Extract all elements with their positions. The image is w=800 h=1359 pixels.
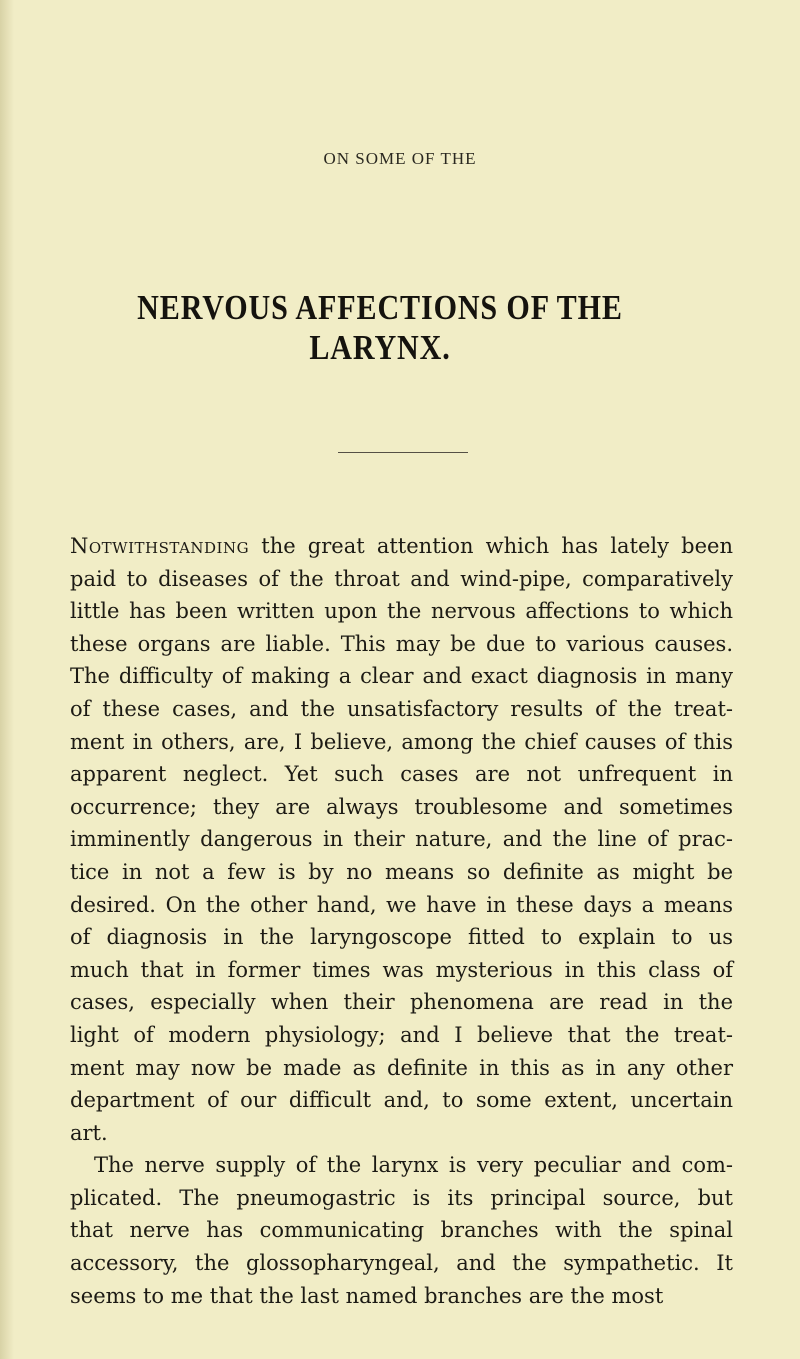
line-text: paid to diseases of the throat and wind-pipe, comparatively <box>70 566 733 591</box>
text-line <box>70 986 733 1019</box>
line-text: imminently dangerous in their nature, and the line of prac- <box>70 827 733 852</box>
line-text: ment in others, are, I believe, among the chief causes of this <box>70 729 733 754</box>
line-text: tice in not a few is by no means so definite as might be <box>70 859 733 884</box>
line-text: much that in former times was mysterious in this class of <box>70 957 733 982</box>
text-line <box>70 628 733 661</box>
line-text: art. <box>70 1120 108 1145</box>
line-text: ment may now be made as definite in this as in any other <box>70 1055 733 1080</box>
text-line <box>70 823 733 856</box>
line-text: light of modern physiology; and I believe that the treat- <box>70 1022 733 1047</box>
text-line <box>70 1149 733 1182</box>
line-text: the great attention which has lately been <box>249 534 733 558</box>
section-kicker: ON SOME OF THE <box>323 149 477 168</box>
text-line <box>70 595 733 628</box>
text-line <box>70 1019 733 1052</box>
line-text: little has been written upon the nervous affections to which <box>70 599 733 624</box>
text-line <box>70 530 733 563</box>
text-line <box>70 889 733 922</box>
text-line <box>70 1280 733 1313</box>
text-line <box>70 693 733 726</box>
line-text: of these cases, and the unsatisfactory results of the treat- <box>70 696 733 721</box>
line-text: cases, especially when their phenomena are read in the <box>70 990 733 1015</box>
line-text: seems to me that the last named branches are the most <box>70 1283 664 1308</box>
line-text: desired. On the other hand, we have in these days a means <box>70 892 733 917</box>
text-line <box>70 791 733 824</box>
line-text: of diagnosis in the laryngoscope fitted to explain to us <box>70 925 733 950</box>
text-line <box>70 1247 733 1280</box>
text-line <box>70 921 733 954</box>
line-text: accessory, the glossopharyngeal, and the sympathetic. It <box>70 1251 733 1276</box>
title-divider <box>338 452 468 453</box>
text-line <box>70 1084 733 1117</box>
text-line <box>70 758 733 791</box>
line-text: department of our difficult and, to some extent, uncertain <box>70 1088 733 1113</box>
text-line <box>70 726 733 759</box>
line-text: that nerve has communicating branches with the spinal <box>70 1218 733 1243</box>
page-edge-shadow <box>0 0 14 1359</box>
text-line <box>70 954 733 987</box>
body-text <box>70 530 733 1312</box>
text-line <box>70 856 733 889</box>
line-text: plicated. The pneumogastric is its principal source, but <box>70 1185 733 1210</box>
line-text: The difficulty of making a clear and exact diagnosis in many <box>70 664 733 689</box>
text-line <box>70 660 733 693</box>
line-text: occurrence; they are always troublesome and sometimes <box>70 794 733 819</box>
line-text: these organs are liable. This may be due to various causes. <box>70 631 733 656</box>
line-text: apparent neglect. Yet such cases are not unfrequent in <box>70 762 733 787</box>
text-line <box>70 1182 733 1215</box>
line-text: The nerve supply of the larynx is very peculiar and com- <box>94 1153 733 1178</box>
text-line <box>70 563 733 596</box>
text-line <box>70 1117 733 1150</box>
lead-word: Notwithstanding <box>70 534 250 558</box>
page-title: NERVOUS AFFECTIONS OF THE LARYNX. <box>137 288 623 367</box>
text-line <box>70 1052 733 1085</box>
text-line <box>70 1214 733 1247</box>
